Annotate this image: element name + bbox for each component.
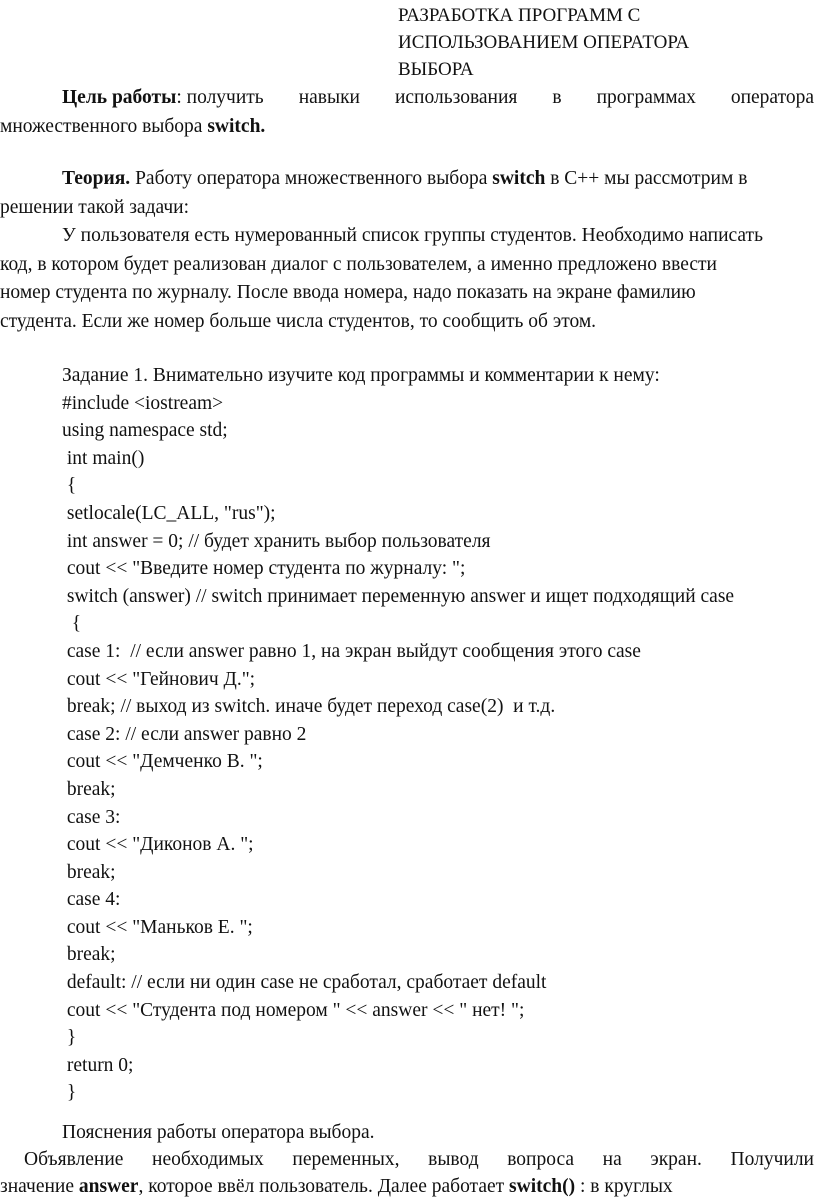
document-title [398,2,689,83]
explanation-heading: Пояснения работы оператора выбора. [62,1122,375,1143]
explanation-word: Объявление [24,1149,124,1170]
code-line: } [62,1027,77,1049]
theory-paragraph [0,165,814,336]
explanation-line-1 [0,1146,814,1173]
code-line: } [62,1082,77,1104]
code-line: cout << "Демченко В. "; [62,751,263,773]
theory-line-2: решении такой задачи: [0,196,190,218]
goal-line-1 [0,84,814,113]
code-line: { [62,613,82,635]
code-line: cout << "Студента под номером " << answer << " нет! "; [62,999,525,1021]
code-line: Задание 1. Внимательно изучите код программы и комментарии к нему: [62,365,660,386]
code-line: break; // выход из switch. иначе будет переход case(2) и т.д. [62,696,556,718]
title-line-2: ИСПОЛЬЗОВАНИЕМ ОПЕРАТОРА [398,32,690,53]
code-line: { [62,475,77,497]
theory-line-1: Теория. Работу оператора множественного выбора switch в С++ мы рассмотрим в [62,168,748,189]
explanation-word: вывод [428,1149,479,1170]
title-line-1: РАЗРАБОТКА ПРОГРАММ С [398,5,641,26]
explanation-word: экран. [650,1149,702,1170]
code-line: using namespace std; [62,420,228,442]
theory-p2-line-3: номер студента по журналу. После ввода номера, надо показать на экране фамилию [0,282,696,303]
theory-p2-line-2: код, в котором будет реализован диалог с пользователем, а именно предложено ввести [0,253,717,275]
code-line: break; [62,778,116,800]
code-line: case 1: // если answer равно 1, на экран выйдут сообщения этого case [62,640,641,662]
explanation-section [0,1119,814,1200]
title-line-3: ВЫБОРА [398,59,474,80]
code-line: case 3: [62,806,121,828]
code-line: break; [62,944,116,966]
code-line: cout << "Диконов А. "; [62,834,254,856]
code-line: int answer = 0; // будет хранить выбор пользователя [62,530,491,552]
code-line: default: // если ни один case не сработал, сработает default [62,972,547,994]
goal-word: использования [394,87,518,108]
goal-word: оператора [730,87,814,108]
code-line: case 4: [62,889,121,911]
answer-keyword: answer [78,1176,139,1197]
goal-word: навыки [298,87,360,108]
code-line: cout << "Маньков Е. "; [62,916,253,938]
code-line: break; [62,861,116,883]
goal-word: в [552,87,562,108]
code-line: return 0; [62,1054,134,1076]
explanation-word: Получили [730,1149,814,1170]
explanation-word: необходимых [152,1149,264,1170]
goal-line-2: множественного выбора switch. [0,115,266,137]
goal-word: программах [596,87,696,108]
code-line: switch (answer) // switch принимает переменную answer и ищет подходящий case [62,585,735,607]
code-line: setlocale(LC_ALL, "rus"); [62,502,276,524]
explanation-line-2: значение answer, которое ввёл пользователь. Далее работает switch() : в круглых [0,1176,673,1197]
explanation-word: вопроса [507,1149,575,1170]
code-line: #include <iostream> [62,392,224,414]
code-line: case 2: // если answer равно 2 [62,723,307,745]
switch-keyword: switch() [509,1176,576,1197]
code-listing [62,362,734,1107]
goal-paragraph [0,84,814,141]
theory-label: Теория. [62,168,131,189]
switch-keyword: switch. [207,115,266,137]
goal-word: : получить [176,87,264,108]
code-line: int main() [62,447,145,469]
code-line: cout << "Гейнович Д."; [62,668,256,690]
switch-keyword: switch [492,168,546,189]
theory-p2-line-4: студента. Если же номер больше числа студентов, то сообщить об этом. [0,310,597,332]
explanation-word: на [602,1149,622,1170]
goal-label: Цель работы [62,87,177,108]
code-line: cout << "Введите номер студента по журналу: "; [62,558,466,580]
explanation-word: переменных, [292,1149,400,1170]
theory-p2-line-1: У пользователя есть нумерованный список группы студентов. Необходимо написать [62,225,763,246]
